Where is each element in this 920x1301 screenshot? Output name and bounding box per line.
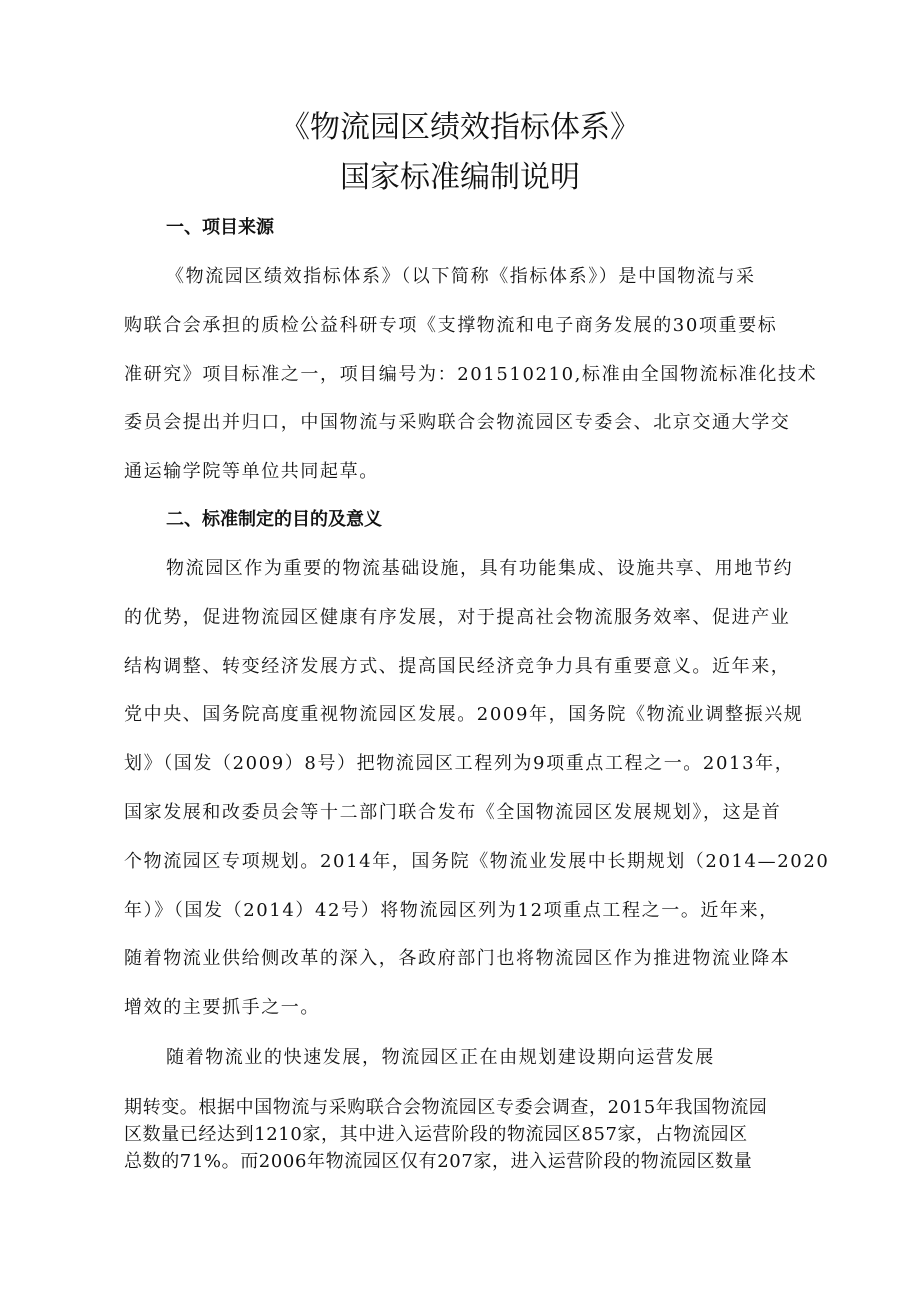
document-title: 《物流园区绩效指标体系》 [280, 110, 640, 145]
text-line: 委员会提出并归口，中国物流与采购联合会物流园区专委会、北京交通大学交 [124, 412, 791, 434]
text-line: 随着物流业的快速发展，物流园区正在由规划建设期向运营发展 [166, 1047, 715, 1068]
text-line: 通运输学院等单位共同起草。 [124, 461, 379, 483]
text-line: 区数量已经达到1210家，其中进入运营阶段的物流园区857家，占物流园区 [124, 1124, 748, 1145]
paragraph-purpose [124, 555, 830, 1043]
text-line: 年）》（国发（2014）42号）将物流园区列为12项重点工程之一。近年来， [124, 899, 779, 921]
text-line: 随着物流业供给侧改革的深入，各政府部门也将物流园区作为推进物流业降本 [124, 948, 791, 970]
text-line: 《物流园区绩效指标体系》（以下简称《指标体系》）是中国物流与采 [166, 266, 756, 287]
text-line: 准研究》项目标准之一，项目编号为：201510210,标准由全国物流标准化技术 [124, 363, 818, 385]
text-line: 个物流园区专项规划。2014年，国务院《物流业发展中长期规划（2014—2020 [124, 850, 830, 872]
text-line: 期转变。根据中国物流与采购联合会物流园区专委会调查，2015年我国物流园 [124, 1097, 768, 1118]
text-line: 购联合会承担的质检公益科研专项《支撑物流和电子商务发展的30项重要标 [124, 314, 778, 336]
text-line: 国家发展和改委员会等十二部门联合发布《全国物流园区发展规划》，这是首 [124, 801, 782, 823]
section-heading-project-source: 一、项目来源 [166, 217, 274, 238]
text-line: 总数的71%。而2006年物流园区仅有207家，进入运营阶段的物流园区数量 [124, 1151, 753, 1172]
text-line: 物流园区作为重要的物流基础设施，具有功能集成、设施共享、用地节约 [166, 558, 794, 579]
text-line: 结构调整、转变经济发展方式、提高国民经济竞争力具有重要意义。近年来， [124, 655, 791, 677]
text-line: 党中央、国务院高度重视物流园区发展。2009年，国务院《物流业调整振兴规 [124, 704, 804, 726]
text-line: 增效的主要抓手之一。 [124, 997, 320, 1019]
paragraph-development-body [124, 1094, 800, 1175]
text-line: 划》（国发（2009）8号）把物流园区工程列为9项重点工程之一。2013年， [124, 753, 795, 775]
text-line: 的优势，促进物流园区健康有序发展，对于提高社会物流服务效率、促进产业 [124, 606, 791, 628]
paragraph-project-source [124, 263, 818, 507]
section-heading-purpose: 二、标准制定的目的及意义 [166, 509, 382, 530]
paragraph-development-intro [124, 1044, 800, 1093]
document-subtitle: 国家标准编制说明 [340, 160, 580, 195]
